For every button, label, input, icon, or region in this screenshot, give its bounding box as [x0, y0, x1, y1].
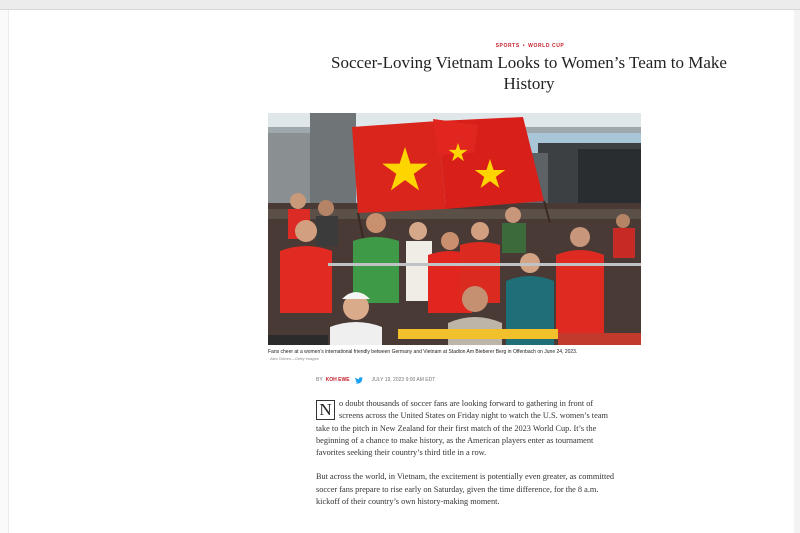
paragraph-2: But across the world, in Vietnam, the excitement is potentially even greater, as committed soccer fans prepare to rise early on Saturday, given the time difference, for the 8 a.m. kickoff of their country’s own history-making moment. [316, 472, 615, 507]
paragraph-1 [316, 398, 616, 459]
photo-credit: Alex Grimm—Getty Images [270, 356, 319, 361]
right-scroll-track[interactable] [794, 10, 800, 533]
article-photo [268, 113, 641, 345]
drop-cap: N [316, 400, 335, 420]
paragraph-1-text: o doubt thousands of soccer fans are looking forward to gathering in front of screens across the United States on Friday night to watch the U.S. women’s team take to the pitch in New Zealand for their first match of the 2023 World Cup. It’s the beginning of a chance to make history, as the American players enter as tournament favorites seeking their country’s third title in a row. [316, 399, 608, 458]
browser-top-bar [0, 0, 800, 10]
left-page-edge [0, 10, 9, 533]
subsection-label[interactable]: WORLD CUP [528, 43, 565, 49]
byline-prefix: BY [316, 377, 323, 383]
article-body [316, 398, 616, 520]
twitter-icon[interactable] [355, 377, 363, 384]
section-kicker[interactable] [460, 43, 600, 49]
publish-timestamp: JULY 19, 2023 9:00 AM EDT [371, 377, 436, 383]
photo-caption: Fans cheer at a women’s international friendly between Germany and Vietnam at Stadion Am Bieberer Berg in Offenbach on June 24, 2023. [268, 349, 578, 355]
author-link[interactable]: KOH EWE [325, 377, 350, 383]
section-label[interactable]: SPORTS [495, 43, 520, 49]
byline [316, 376, 536, 384]
article-headline: Soccer-Loving Vietnam Looks to Women’s Team to Make History [331, 53, 727, 93]
kicker-separator: • [522, 43, 526, 49]
